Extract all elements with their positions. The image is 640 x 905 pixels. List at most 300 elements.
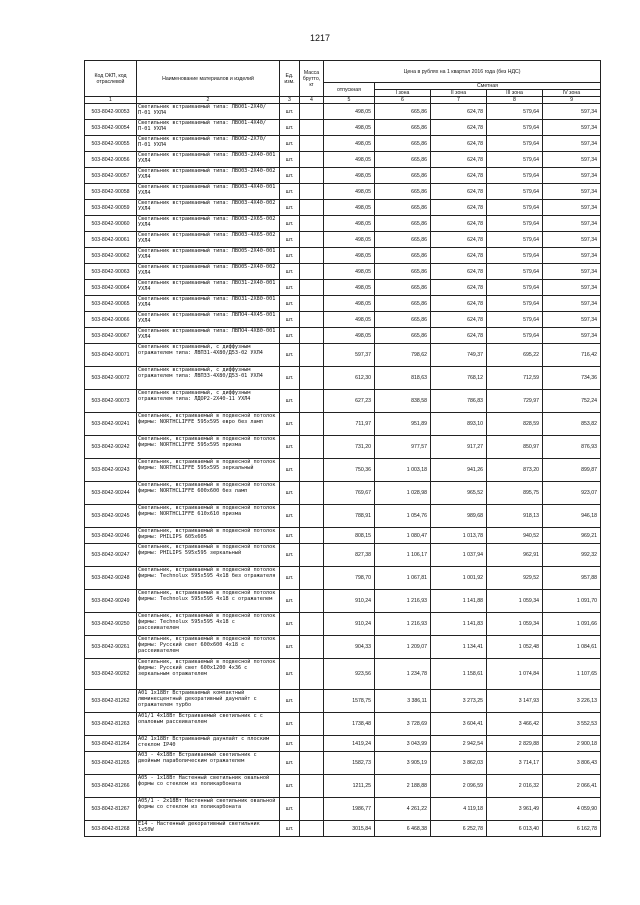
row-code: 503-8042-90066 <box>85 312 137 328</box>
row-zone-1-price: 977,57 <box>375 436 431 459</box>
row-unit: шт. <box>280 690 300 713</box>
row-code: 503-8042-90246 <box>85 528 137 544</box>
row-zone-1-price: 1 080,47 <box>375 528 431 544</box>
row-zone-2-price: 624,78 <box>431 104 487 120</box>
row-zone-1-price: 4 261,22 <box>375 798 431 821</box>
row-release-price: 498,05 <box>324 312 375 328</box>
row-zone-1-price: 3 386,11 <box>375 690 431 713</box>
table-row <box>85 136 601 152</box>
row-zone-1-price: 3 728,69 <box>375 713 431 736</box>
row-mass <box>300 636 324 659</box>
row-release-price: 498,05 <box>324 248 375 264</box>
row-release-price: 498,05 <box>324 296 375 312</box>
row-zone-4-price: 597,34 <box>543 136 601 152</box>
column-number: 9 <box>543 97 601 104</box>
row-zone-3-price: 3 147,93 <box>487 690 543 713</box>
table-row <box>85 528 601 544</box>
row-zone-2-price: 1 013,78 <box>431 528 487 544</box>
row-zone-3-price: 579,64 <box>487 152 543 168</box>
row-zone-3-price: 695,22 <box>487 344 543 367</box>
row-release-price: 627,23 <box>324 390 375 413</box>
row-mass <box>300 659 324 690</box>
row-code: 503-8042-90056 <box>85 152 137 168</box>
row-zone-2-price: 6 252,78 <box>431 821 487 837</box>
row-zone-4-price: 3 552,53 <box>543 713 601 736</box>
row-zone-2-price: 624,78 <box>431 168 487 184</box>
row-zone-2-price: 893,10 <box>431 413 487 436</box>
row-unit: шт. <box>280 184 300 200</box>
row-zone-4-price: 1 091,66 <box>543 613 601 636</box>
row-code: 503-8042-90261 <box>85 636 137 659</box>
row-zone-4-price: 853,82 <box>543 413 601 436</box>
row-release-price: 498,05 <box>324 184 375 200</box>
row-name: Светильник, встраиваемый в подвесной потолок фирмы: Русский свет 600х1200 4х36 с зеркальным отражателем <box>137 659 280 690</box>
row-zone-3-price: 579,64 <box>487 184 543 200</box>
row-unit: шт. <box>280 232 300 248</box>
row-zone-2-price: 989,68 <box>431 505 487 528</box>
row-zone-2-price: 624,78 <box>431 264 487 280</box>
row-code: 503-8042-90249 <box>85 590 137 613</box>
row-zone-1-price: 798,62 <box>375 344 431 367</box>
row-name: Светильник встраиваемый, с диффузным отражателем типа: ЛДОР2-2Х40-11 УХЛ4 <box>137 390 280 413</box>
row-zone-2-price: 1 134,41 <box>431 636 487 659</box>
row-zone-3-price: 929,52 <box>487 567 543 590</box>
table-row <box>85 459 601 482</box>
table-row <box>85 482 601 505</box>
row-zone-3-price: 1 074,84 <box>487 659 543 690</box>
row-zone-3-price: 850,97 <box>487 436 543 459</box>
row-zone-1-price: 1 028,98 <box>375 482 431 505</box>
row-name: Светильник, встраиваемый в подвесной потолок фирмы: Technolux 595х595 4х18 с рассеивателем <box>137 613 280 636</box>
row-release-price: 731,20 <box>324 436 375 459</box>
row-mass <box>300 459 324 482</box>
row-zone-4-price: 4 059,90 <box>543 798 601 821</box>
row-zone-1-price: 665,86 <box>375 184 431 200</box>
column-number-row <box>85 97 601 104</box>
row-release-price: 798,70 <box>324 567 375 590</box>
column-number: 3 <box>280 97 300 104</box>
column-number: 5 <box>324 97 375 104</box>
row-release-price: 498,05 <box>324 328 375 344</box>
table-row <box>85 736 601 752</box>
table-row <box>85 544 601 567</box>
column-number: 7 <box>431 97 487 104</box>
row-code: 503-8042-90243 <box>85 459 137 482</box>
row-release-price: 750,36 <box>324 459 375 482</box>
row-zone-4-price: 597,34 <box>543 184 601 200</box>
row-zone-1-price: 665,86 <box>375 152 431 168</box>
row-zone-4-price: 597,34 <box>543 120 601 136</box>
row-release-price: 827,38 <box>324 544 375 567</box>
row-zone-1-price: 1 234,78 <box>375 659 431 690</box>
row-code: 503-8042-90062 <box>85 248 137 264</box>
row-release-price: 1986,77 <box>324 798 375 821</box>
row-mass <box>300 528 324 544</box>
row-mass <box>300 328 324 344</box>
row-code: 503-8042-90244 <box>85 482 137 505</box>
row-code: 503-8042-90250 <box>85 613 137 636</box>
row-zone-4-price: 597,34 <box>543 248 601 264</box>
row-release-price: 1582,73 <box>324 752 375 775</box>
row-zone-3-price: 2 829,88 <box>487 736 543 752</box>
row-code: 503-8042-81268 <box>85 821 137 837</box>
row-code: 503-8042-81262 <box>85 690 137 713</box>
row-mass <box>300 312 324 328</box>
column-number: 4 <box>300 97 324 104</box>
header-zone-2: II зона <box>431 90 487 97</box>
row-name: Светильник, встраиваемый в подвесной потолок фирмы: NORTHCLIFFE 595х595 евро без ламп <box>137 413 280 436</box>
row-name: Светильник встраиваемый типа: ЛВО02-2Х70/П-01 УХЛ4 <box>137 136 280 152</box>
row-zone-1-price: 665,86 <box>375 280 431 296</box>
row-name: Светильник, встраиваемый в подвесной потолок фирмы: NORTHCLIFFE 600х600 без ламп <box>137 482 280 505</box>
row-release-price: 498,05 <box>324 136 375 152</box>
row-code: 503-8042-90053 <box>85 104 137 120</box>
row-code: 503-8042-90245 <box>85 505 137 528</box>
row-zone-1-price: 3 905,19 <box>375 752 431 775</box>
row-mass <box>300 248 324 264</box>
row-mass <box>300 104 324 120</box>
row-zone-2-price: 2 942,54 <box>431 736 487 752</box>
row-code: 503-8042-90262 <box>85 659 137 690</box>
row-zone-4-price: 969,21 <box>543 528 601 544</box>
row-code: 503-8042-90071 <box>85 344 137 367</box>
row-zone-4-price: 597,34 <box>543 264 601 280</box>
row-zone-2-price: 941,26 <box>431 459 487 482</box>
row-release-price: 498,05 <box>324 232 375 248</box>
row-zone-3-price: 712,59 <box>487 367 543 390</box>
table-row <box>85 216 601 232</box>
row-zone-4-price: 597,34 <box>543 280 601 296</box>
row-mass <box>300 798 324 821</box>
row-zone-2-price: 624,78 <box>431 248 487 264</box>
row-mass <box>300 280 324 296</box>
row-name: Светильник, встраиваемый в подвесной потолок фирмы: NORTHCLIFFE 610х610 призма <box>137 505 280 528</box>
row-release-price: 597,37 <box>324 344 375 367</box>
row-zone-4-price: 3 226,13 <box>543 690 601 713</box>
row-release-price: 1419,24 <box>324 736 375 752</box>
row-zone-3-price: 729,97 <box>487 390 543 413</box>
row-zone-1-price: 1 054,76 <box>375 505 431 528</box>
row-zone-1-price: 951,89 <box>375 413 431 436</box>
table-row <box>85 590 601 613</box>
table-row <box>85 152 601 168</box>
table-row <box>85 280 601 296</box>
row-release-price: 498,05 <box>324 120 375 136</box>
row-mass <box>300 200 324 216</box>
row-unit: шт. <box>280 136 300 152</box>
row-unit: шт. <box>280 821 300 837</box>
row-code: 503-8042-90054 <box>85 120 137 136</box>
table-row <box>85 184 601 200</box>
row-unit: шт. <box>280 264 300 280</box>
row-name: Е14 - Настенный декоративный светильник 1х50W <box>137 821 280 837</box>
row-zone-2-price: 2 096,59 <box>431 775 487 798</box>
table-row <box>85 505 601 528</box>
row-zone-1-price: 665,86 <box>375 328 431 344</box>
header-zone-1: I зона <box>375 90 431 97</box>
row-unit: шт. <box>280 544 300 567</box>
row-zone-4-price: 597,34 <box>543 168 601 184</box>
table-row <box>85 798 601 821</box>
table-row <box>85 104 601 120</box>
row-unit: шт. <box>280 613 300 636</box>
row-code: 503-8042-90060 <box>85 216 137 232</box>
row-code: 503-8042-90064 <box>85 280 137 296</box>
row-zone-2-price: 1 141,88 <box>431 590 487 613</box>
row-name: Светильник встраиваемый типа: ЛВО05-2Х40-001 УХЛ4 <box>137 248 280 264</box>
row-unit: шт. <box>280 775 300 798</box>
row-mass <box>300 613 324 636</box>
row-name: А03 - 4х18Вт Встраиваемый светильник с двойным параболическим отражателем <box>137 752 280 775</box>
row-zone-2-price: 624,78 <box>431 280 487 296</box>
row-mass <box>300 482 324 505</box>
table-row <box>85 659 601 690</box>
row-zone-2-price: 1 037,94 <box>431 544 487 567</box>
row-name: Светильник, встраиваемый в подвесной потолок фирмы: PHILIPS 595х595 зеркальный <box>137 544 280 567</box>
row-zone-3-price: 579,64 <box>487 328 543 344</box>
row-unit: шт. <box>280 752 300 775</box>
row-mass <box>300 152 324 168</box>
row-name: Светильник, встраиваемый в подвесной потолок фирмы: Technolux 595х595 4х18 с отражателем <box>137 590 280 613</box>
row-release-price: 808,15 <box>324 528 375 544</box>
row-mass <box>300 544 324 567</box>
row-mass <box>300 567 324 590</box>
row-zone-2-price: 3 862,03 <box>431 752 487 775</box>
row-mass <box>300 120 324 136</box>
row-zone-1-price: 665,86 <box>375 120 431 136</box>
row-unit: шт. <box>280 248 300 264</box>
row-zone-2-price: 624,78 <box>431 200 487 216</box>
row-unit: шт. <box>280 280 300 296</box>
row-code: 503-8042-90241 <box>85 413 137 436</box>
row-zone-3-price: 579,64 <box>487 296 543 312</box>
row-zone-1-price: 665,86 <box>375 264 431 280</box>
row-zone-4-price: 899,87 <box>543 459 601 482</box>
row-zone-3-price: 579,64 <box>487 280 543 296</box>
row-zone-3-price: 579,64 <box>487 136 543 152</box>
row-unit: шт. <box>280 296 300 312</box>
row-zone-1-price: 1 003,18 <box>375 459 431 482</box>
row-unit: шт. <box>280 436 300 459</box>
row-name: Светильник, встраиваемый в подвесной потолок фирмы: NORTHCLIFFE 595х595 зеркальный <box>137 459 280 482</box>
table-row <box>85 312 601 328</box>
row-release-price: 498,05 <box>324 104 375 120</box>
row-unit: шт. <box>280 590 300 613</box>
row-name: Светильник встраиваемый, с диффузным отражателем типа: ЛВП31-4Х80/Д53-02 УХЛ4 <box>137 344 280 367</box>
row-zone-4-price: 957,88 <box>543 567 601 590</box>
row-code: 503-8042-90059 <box>85 200 137 216</box>
row-unit: шт. <box>280 328 300 344</box>
row-zone-4-price: 2 900,18 <box>543 736 601 752</box>
row-mass <box>300 413 324 436</box>
row-zone-1-price: 665,86 <box>375 104 431 120</box>
row-mass <box>300 690 324 713</box>
row-release-price: 3015,84 <box>324 821 375 837</box>
row-name: Светильник встраиваемый типа: ЛВО03-4Х40-002 УХЛ4 <box>137 200 280 216</box>
table-row <box>85 367 601 390</box>
row-mass <box>300 296 324 312</box>
row-name: А01 1х18Вт Встраиваемый компактный люминесцентный декоративный даунлайт с отражателем турбо <box>137 690 280 713</box>
row-zone-3-price: 918,13 <box>487 505 543 528</box>
row-mass <box>300 184 324 200</box>
row-mass <box>300 752 324 775</box>
row-zone-2-price: 4 119,18 <box>431 798 487 821</box>
row-zone-1-price: 818,63 <box>375 367 431 390</box>
row-zone-1-price: 1 209,07 <box>375 636 431 659</box>
row-mass <box>300 505 324 528</box>
row-code: 503-8042-90061 <box>85 232 137 248</box>
row-unit: шт. <box>280 344 300 367</box>
row-zone-2-price: 786,83 <box>431 390 487 413</box>
row-zone-3-price: 2 016,32 <box>487 775 543 798</box>
row-code: 503-8042-90073 <box>85 390 137 413</box>
table-row <box>85 232 601 248</box>
row-name: Светильник встраиваемый типа: ЛВО03-2Х40-002 УХЛ4 <box>137 168 280 184</box>
row-release-price: 498,05 <box>324 152 375 168</box>
row-zone-3-price: 962,91 <box>487 544 543 567</box>
row-mass <box>300 736 324 752</box>
header-unit: Ед. изм. <box>280 61 300 97</box>
row-zone-1-price: 665,86 <box>375 136 431 152</box>
row-code: 503-8042-81265 <box>85 752 137 775</box>
row-zone-1-price: 665,86 <box>375 296 431 312</box>
row-unit: шт. <box>280 736 300 752</box>
column-number: 6 <box>375 97 431 104</box>
row-release-price: 910,24 <box>324 590 375 613</box>
row-name: Светильник, встраиваемый в подвесной потолок фирмы: NORTHCLIFFE 595х595 призма <box>137 436 280 459</box>
row-zone-2-price: 624,78 <box>431 152 487 168</box>
row-name: Светильник встраиваемый типа: ЛВПО4-4Х80-001 УХЛ4 <box>137 328 280 344</box>
row-name: Светильник встраиваемый типа: ЛВО03-2Х65-002 УХЛ4 <box>137 216 280 232</box>
row-mass <box>300 390 324 413</box>
row-zone-1-price: 665,86 <box>375 312 431 328</box>
row-zone-4-price: 597,34 <box>543 312 601 328</box>
row-zone-3-price: 579,64 <box>487 216 543 232</box>
row-code: 503-8042-90055 <box>85 136 137 152</box>
row-mass <box>300 216 324 232</box>
row-release-price: 910,24 <box>324 613 375 636</box>
price-table-body <box>85 104 601 837</box>
row-code: 503-8042-81266 <box>85 775 137 798</box>
row-unit: шт. <box>280 120 300 136</box>
row-unit: шт. <box>280 713 300 736</box>
row-zone-1-price: 665,86 <box>375 200 431 216</box>
row-mass <box>300 436 324 459</box>
row-zone-4-price: 6 162,78 <box>543 821 601 837</box>
row-zone-1-price: 1 216,93 <box>375 613 431 636</box>
table-row <box>85 436 601 459</box>
row-name: Светильник встраиваемый типа: ЛВО31-2Х80-001 УХЛ4 <box>137 296 280 312</box>
row-zone-3-price: 3 714,17 <box>487 752 543 775</box>
table-row <box>85 264 601 280</box>
table-row <box>85 636 601 659</box>
table-row <box>85 344 601 367</box>
table-row <box>85 613 601 636</box>
row-unit: шт. <box>280 168 300 184</box>
row-code: 503-8042-90242 <box>85 436 137 459</box>
table-row <box>85 413 601 436</box>
row-zone-3-price: 895,75 <box>487 482 543 505</box>
row-zone-4-price: 597,34 <box>543 296 601 312</box>
row-release-price: 612,30 <box>324 367 375 390</box>
row-unit: шт. <box>280 482 300 505</box>
row-zone-3-price: 579,64 <box>487 248 543 264</box>
row-zone-4-price: 716,42 <box>543 344 601 367</box>
row-name: Светильник, встраиваемый в подвесной потолок фирмы: Русский свет 600х600 4х18 с рассеивателем <box>137 636 280 659</box>
row-unit: шт. <box>280 528 300 544</box>
row-mass <box>300 136 324 152</box>
row-zone-2-price: 749,37 <box>431 344 487 367</box>
row-zone-4-price: 597,34 <box>543 216 601 232</box>
row-zone-2-price: 1 141,83 <box>431 613 487 636</box>
row-unit: шт. <box>280 152 300 168</box>
row-zone-1-price: 3 043,99 <box>375 736 431 752</box>
row-zone-2-price: 624,78 <box>431 120 487 136</box>
row-name: А02 1х18Вт Встраиваемый даунлайт с плоским стеклом IP40 <box>137 736 280 752</box>
row-mass <box>300 344 324 367</box>
row-zone-1-price: 665,86 <box>375 248 431 264</box>
row-zone-3-price: 579,64 <box>487 120 543 136</box>
row-zone-2-price: 1 158,61 <box>431 659 487 690</box>
row-mass <box>300 821 324 837</box>
row-unit: шт. <box>280 505 300 528</box>
row-unit: шт. <box>280 216 300 232</box>
header-zone-4: IV зона <box>543 90 601 97</box>
row-zone-4-price: 876,93 <box>543 436 601 459</box>
row-code: 503-8042-90057 <box>85 168 137 184</box>
row-release-price: 711,97 <box>324 413 375 436</box>
table-row <box>85 120 601 136</box>
row-zone-1-price: 2 188,88 <box>375 775 431 798</box>
row-zone-3-price: 6 013,40 <box>487 821 543 837</box>
column-number: 1 <box>85 97 137 104</box>
row-name: А05 - 1х18Вт Настенный светильник овальной формы со стеклом из поликарбоната <box>137 775 280 798</box>
table-row <box>85 248 601 264</box>
row-name: Светильник встраиваемый типа: ЛВО03-2Х40-001 УХЛ4 <box>137 152 280 168</box>
row-zone-4-price: 597,34 <box>543 328 601 344</box>
row-zone-1-price: 1 067,81 <box>375 567 431 590</box>
table-row <box>85 821 601 837</box>
row-zone-2-price: 624,78 <box>431 136 487 152</box>
row-code: 503-8042-90058 <box>85 184 137 200</box>
header-name: Наименование материалов и изделий <box>137 61 280 97</box>
row-zone-2-price: 768,12 <box>431 367 487 390</box>
row-mass <box>300 367 324 390</box>
row-code: 503-8042-90065 <box>85 296 137 312</box>
row-release-price: 923,56 <box>324 659 375 690</box>
table-row <box>85 752 601 775</box>
row-code: 503-8042-90067 <box>85 328 137 344</box>
row-zone-3-price: 579,64 <box>487 168 543 184</box>
row-mass <box>300 264 324 280</box>
table-row <box>85 168 601 184</box>
row-zone-2-price: 624,78 <box>431 312 487 328</box>
header-code: Код ОКП, код отраслевой <box>85 61 137 97</box>
row-mass <box>300 168 324 184</box>
row-zone-1-price: 1 216,93 <box>375 590 431 613</box>
table-row <box>85 567 601 590</box>
row-zone-3-price: 873,20 <box>487 459 543 482</box>
row-zone-1-price: 6 468,38 <box>375 821 431 837</box>
row-release-price: 498,05 <box>324 216 375 232</box>
row-zone-1-price: 838,58 <box>375 390 431 413</box>
row-zone-4-price: 734,36 <box>543 367 601 390</box>
row-zone-4-price: 1 107,65 <box>543 659 601 690</box>
row-release-price: 769,67 <box>324 482 375 505</box>
price-table <box>84 60 601 837</box>
row-code: 503-8042-81264 <box>85 736 137 752</box>
row-zone-3-price: 1 052,48 <box>487 636 543 659</box>
